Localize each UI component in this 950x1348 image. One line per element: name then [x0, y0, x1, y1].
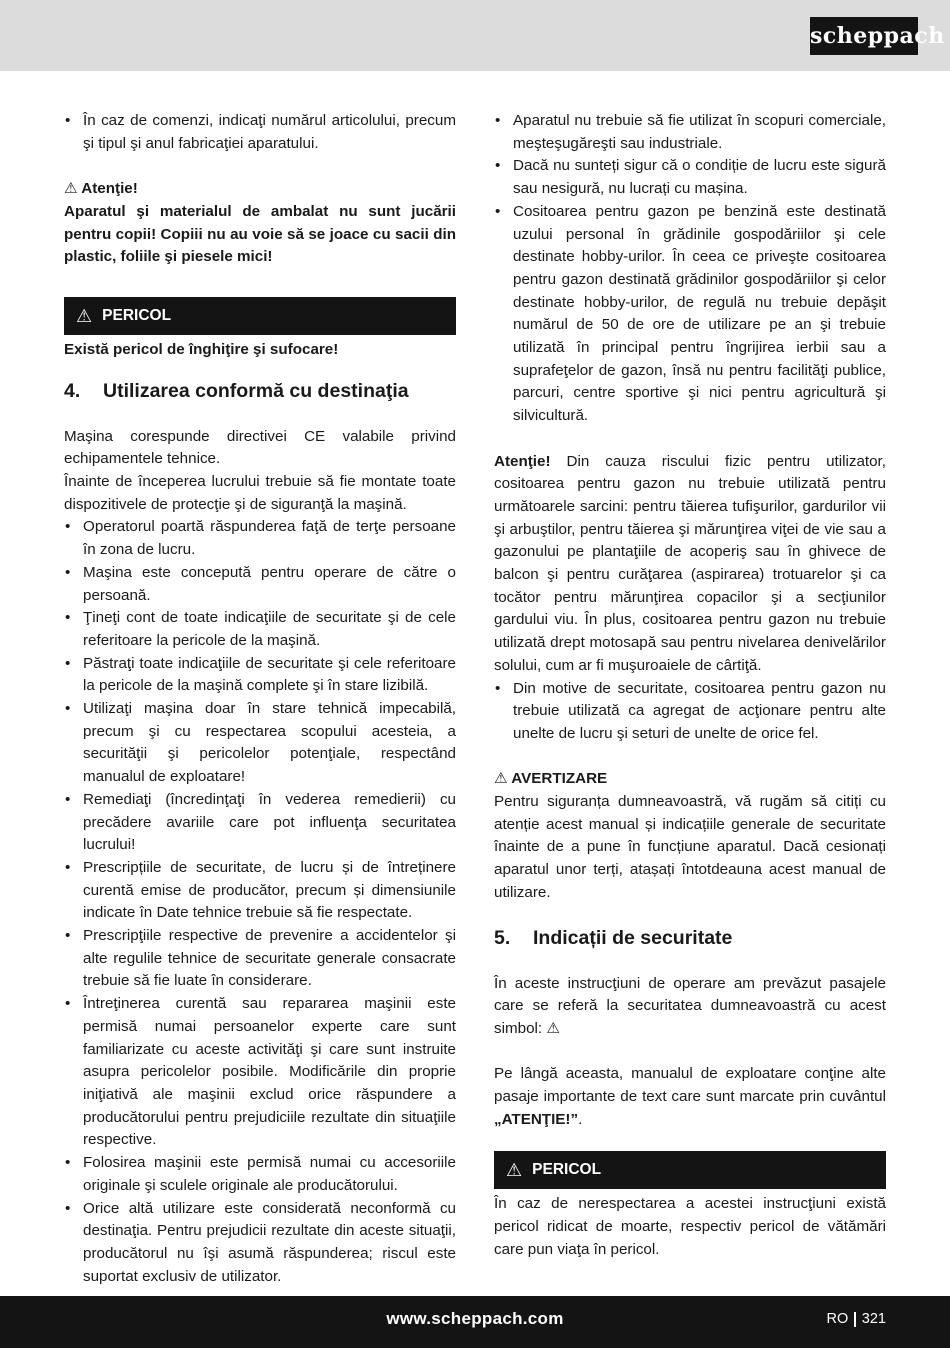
list-item: • Prescripţiile respective de prevenire a accidentelor şi alte regulile tehnice de securitate generale consacrate trebuie să fie luate în considerare.	[64, 925, 456, 993]
danger-text: Există pericol de înghiţire şi sufocare!	[64, 340, 339, 358]
danger-label: PERICOL	[532, 1161, 602, 1179]
section-number: 4.	[64, 379, 81, 402]
list-item: • În caz de comenzi, indicaţi numărul articolului, precum şi tipul şi anul fabricaţiei aparatului.	[64, 110, 456, 155]
list-item: • Remediaţi (încredinţaţi în vederea remedierii) cu precădere avariile care pot influenţa securitatea lucrului!	[64, 789, 456, 857]
warning-title: ⚠ AVERTIZARE	[494, 770, 608, 788]
footer-band	[0, 1296, 950, 1348]
attention-title: ⚠ Atenţie!	[64, 180, 138, 198]
restriction-list	[494, 110, 886, 428]
paragraph: Maşina corespunde directivei CE valabile privind echipamentele tehnice.	[64, 427, 456, 468]
website-link[interactable]: www.scheppach.com	[386, 1309, 564, 1328]
paragraph-text: Pe lângă aceasta, manualul de exploatare conţine alte pasaje importante de text care sunt marcate prin cuvântul	[494, 1065, 886, 1106]
list-item: • Maşina este concepută pentru operare de către o persoană.	[64, 562, 456, 607]
attention-text: Aparatul şi materialul de ambalat nu sunt jucării pentru copii! Copiii nu au voie să se joace cu sacii din plastic, foliile şi piesele mici!	[64, 202, 456, 266]
separator	[854, 1312, 856, 1327]
usage-list	[64, 516, 456, 1288]
list-item: • Utilizaţi maşina doar în stare tehnică impecabilă, precum şi cu respectarea scopului acesteia, a securităţii şi pericolelor potenţiale, respectând manualul de exploatare!	[64, 698, 456, 789]
warning-text: Pentru siguranța dumneavoastră, vă rugăm să citiți cu atenție acest manual și indicațiile generale de securitate înainte de a pune în funcțiune aparatul. Dacă cesionați aparatul unor terți, atașați întotdeauna acest manual de utilizare.	[494, 793, 886, 901]
language-code: RO	[826, 1311, 849, 1327]
left-column	[64, 110, 456, 1288]
section-title: Utilizarea conformă cu destinaţia	[103, 379, 409, 402]
warning-triangle-icon: ⚠	[76, 305, 93, 326]
list-item: • Prescripțiile de securitate, de lucru și de întreținere curentă emise de producător, precum și dimensiunile indicate în Date tehnice trebuie să fie respectate.	[64, 857, 456, 925]
list-item: • Dacă nu sunteți sigur că o condiție de lucru este sigură sau nesigură, nu lucrați cu mașina.	[494, 155, 886, 200]
section-number: 5.	[494, 926, 511, 949]
paragraph: Înainte de începerea lucrului trebuie să fie montate toate dispozitivele de protecţie şi de siguranţă la maşină.	[64, 473, 456, 513]
paragraph	[494, 1063, 886, 1131]
list-item: • Întreţinerea curentă sau repararea maşinii este permisă numai persoanelor experte care sunt familiarizate cu aceste activităţi şi care sunt instruite asupra pericolelor posibile. Modificările din proprie iniţiativă ale maşinii exclud orice răspundere a producătorului pentru prejudiciile rezultate din situaţiile respective.	[64, 993, 456, 1152]
attention-paragraph	[494, 451, 886, 678]
list-item: • Folosirea maşinii este permisă numai cu accesoriile originale şi sculele originale ale producătorului.	[64, 1152, 456, 1197]
danger-label: PERICOL	[102, 306, 172, 324]
section-heading	[494, 925, 886, 951]
list-item: • Operatorul poartă răspunderea faţă de terţe persoane în zona de lucru.	[64, 516, 456, 561]
emphasis-word: „ATENŢIE!”	[494, 1110, 579, 1128]
list-item: • Păstraţi toate indicaţiile de securitate şi cele referitoare la pericole de la maşină complete şi în stare lizibilă.	[64, 653, 456, 698]
danger-banner	[494, 1151, 886, 1189]
page-number: 321	[861, 1311, 886, 1327]
section-title: Indicații de securitate	[533, 926, 733, 949]
warning-triangle-icon: ⚠	[506, 1160, 523, 1181]
intro-list	[64, 110, 456, 155]
list-item: • Din motive de securitate, cositoarea pentru gazon nu trebuie utilizată ca agregat de acţionare pentru alte unelte de lucru şi seturi de unelte de orice fel.	[494, 678, 886, 746]
attention-text: Din cauza riscului fizic pentru utilizator, cositoarea pentru gazon nu trebuie utilizată pentru următoarele sarcini: pentru tăierea tufişurilor, gardurilor vii şi arbuştilor, pentru tăierea şi mărunţirea viţei de vie sau a gazonului pe plantaţiile de acoperiş sau în ghivece de balcon şi pentru curăţarea (aspirarea) trotuarelor şi ca tocător pentru mărunţirea copacilor şi a secţiunilor gardului viu. În plus, cositoarea pentru gazon nu trebuie utilizată drept motosapă sau pentru nivelarea denivelărilor solului, cum ar fi muşuroaiele de cârtiţă.	[494, 452, 886, 674]
list-item: • Aparatul nu trebuie să fie utilizat în scopuri comerciale, meşteşugăreşti sau industriale.	[494, 110, 886, 155]
paragraph-end: .	[578, 1110, 583, 1128]
list-item: • Orice altă utilizare este considerată neconformă cu destinaţia. Pentru prejudicii rezultate din aceste situaţii, producătorul nu îşi asumă răspunderea; riscul este suportat exclusiv de utilizator.	[64, 1198, 456, 1289]
list-item: • Ţineţi cont de toate indicaţiile de securitate şi de cele referitoare la pericole de la maşină.	[64, 607, 456, 652]
page-indicator	[827, 1311, 886, 1327]
right-column	[494, 110, 886, 1262]
danger-text: În caz de nerespectarea a acestei instrucţiuni există pericol ridicat de moarte, respectiv pericol de vătămări care pun viaţa în pericol.	[494, 1195, 886, 1258]
danger-banner	[64, 297, 456, 335]
safety-list	[494, 678, 886, 746]
brand-logo: scheppach	[810, 17, 918, 55]
attention-label: Atenţie!	[494, 452, 551, 470]
list-item: • Cositoarea pentru gazon pe benzină este destinată uzului personal în grădinile gospodăriilor şi cele destinate hobby-urilor. În ceea ce priveşte cositoarea pentru gazon destinată grădinilor gospodăriilor şi celor destinate hobby-urilor, de regulă nu trebuie depăşit numărul de 50 de ore de utilizare pe an şi trebuie utilizată în principal pentru îngrijirea ierbii sau a suprafeţelor de gazon, însă nu pentru facilităţi publice, parcuri, centre sportive şi nici pentru agricultură şi silvicultură.	[494, 201, 886, 428]
paragraph: În aceste instrucţiuni de operare am prevăzut pasajele care se referă la securitatea dumneavoastră cu acest simbol: ⚠	[494, 974, 886, 1037]
section-heading	[64, 378, 456, 404]
header-band	[0, 0, 950, 71]
